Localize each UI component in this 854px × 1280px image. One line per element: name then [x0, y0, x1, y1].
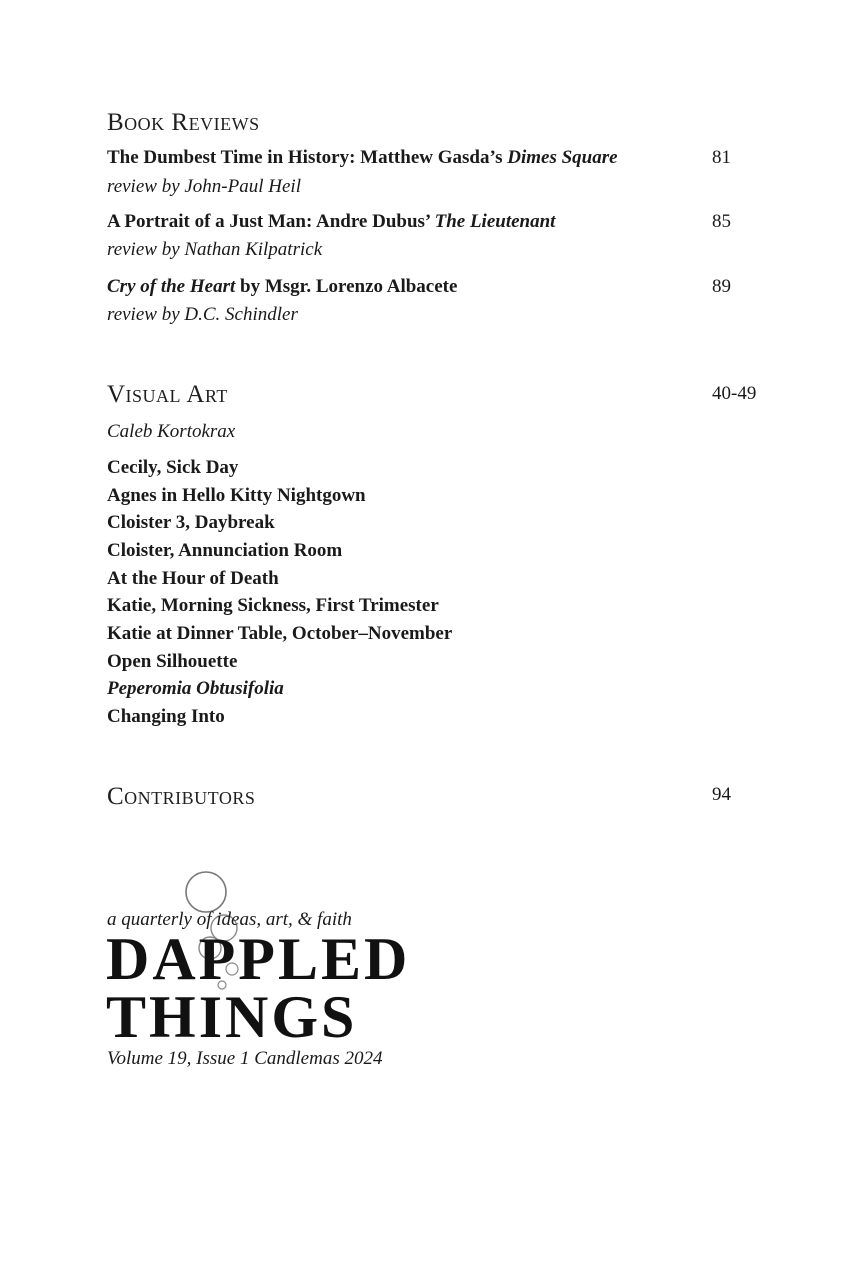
masthead-title-line-1: DAPPLED [106, 926, 411, 992]
artwork-title: Katie, Morning Sickness, First Trimester [107, 595, 439, 616]
artwork-title: Cloister, Annunciation Room [107, 540, 343, 561]
artwork-title: Changing Into [107, 706, 225, 727]
review-title-2-text: A Portrait of a Just Man: Andre Dubus’ [107, 211, 435, 232]
artwork-title: Cloister 3, Daybreak [107, 512, 275, 533]
visual-art-pages: 40-49 [712, 383, 757, 404]
review-byline-1: review by John-Paul Heil [107, 176, 301, 197]
review-title-1-book: Dimes Square [507, 147, 618, 168]
artwork-title: Open Silhouette [107, 651, 238, 672]
masthead-title-line-2: THINGS [106, 984, 358, 1050]
review-title-1-text: The Dumbest Time in History: Matthew Gasda’s [107, 147, 508, 168]
review-title-3-text: by Msgr. Lorenzo Albacete [235, 276, 458, 297]
artist-name: Caleb Kortokrax [107, 421, 236, 442]
volume-issue: Volume 19, Issue 1 Candlemas 2024 [107, 1048, 383, 1069]
artwork-title: At the Hour of Death [107, 568, 279, 589]
artwork-title: Katie at Dinner Table, October–November [107, 623, 453, 644]
bubble-large [186, 872, 226, 912]
section-heading-visual-art: Visual Art [107, 381, 228, 408]
review-title-3-book: Cry of the Heart [107, 276, 236, 297]
review-page-3: 89 [712, 276, 731, 297]
section-heading-book-reviews: Book Reviews [107, 109, 260, 136]
artwork-title: Cecily, Sick Day [107, 457, 239, 478]
review-title-1 [107, 148, 618, 167]
masthead-tagline: a quarterly of ideas, art, & faith [107, 909, 352, 930]
artwork-title: Peperomia Obtusifolia [107, 678, 284, 699]
contributors-page: 94 [712, 784, 731, 805]
review-byline-3: review by D.C. Schindler [107, 304, 298, 325]
review-title-2-book: The Lieutenant [434, 211, 556, 232]
review-page-2: 85 [712, 211, 731, 232]
review-title-2 [107, 212, 555, 231]
review-title-3 [107, 277, 457, 296]
review-byline-2: review by Nathan Kilpatrick [107, 239, 323, 260]
review-page-1: 81 [712, 147, 731, 168]
section-heading-contributors: Contributors [107, 783, 256, 810]
artwork-title: Agnes in Hello Kitty Nightgown [107, 485, 366, 506]
